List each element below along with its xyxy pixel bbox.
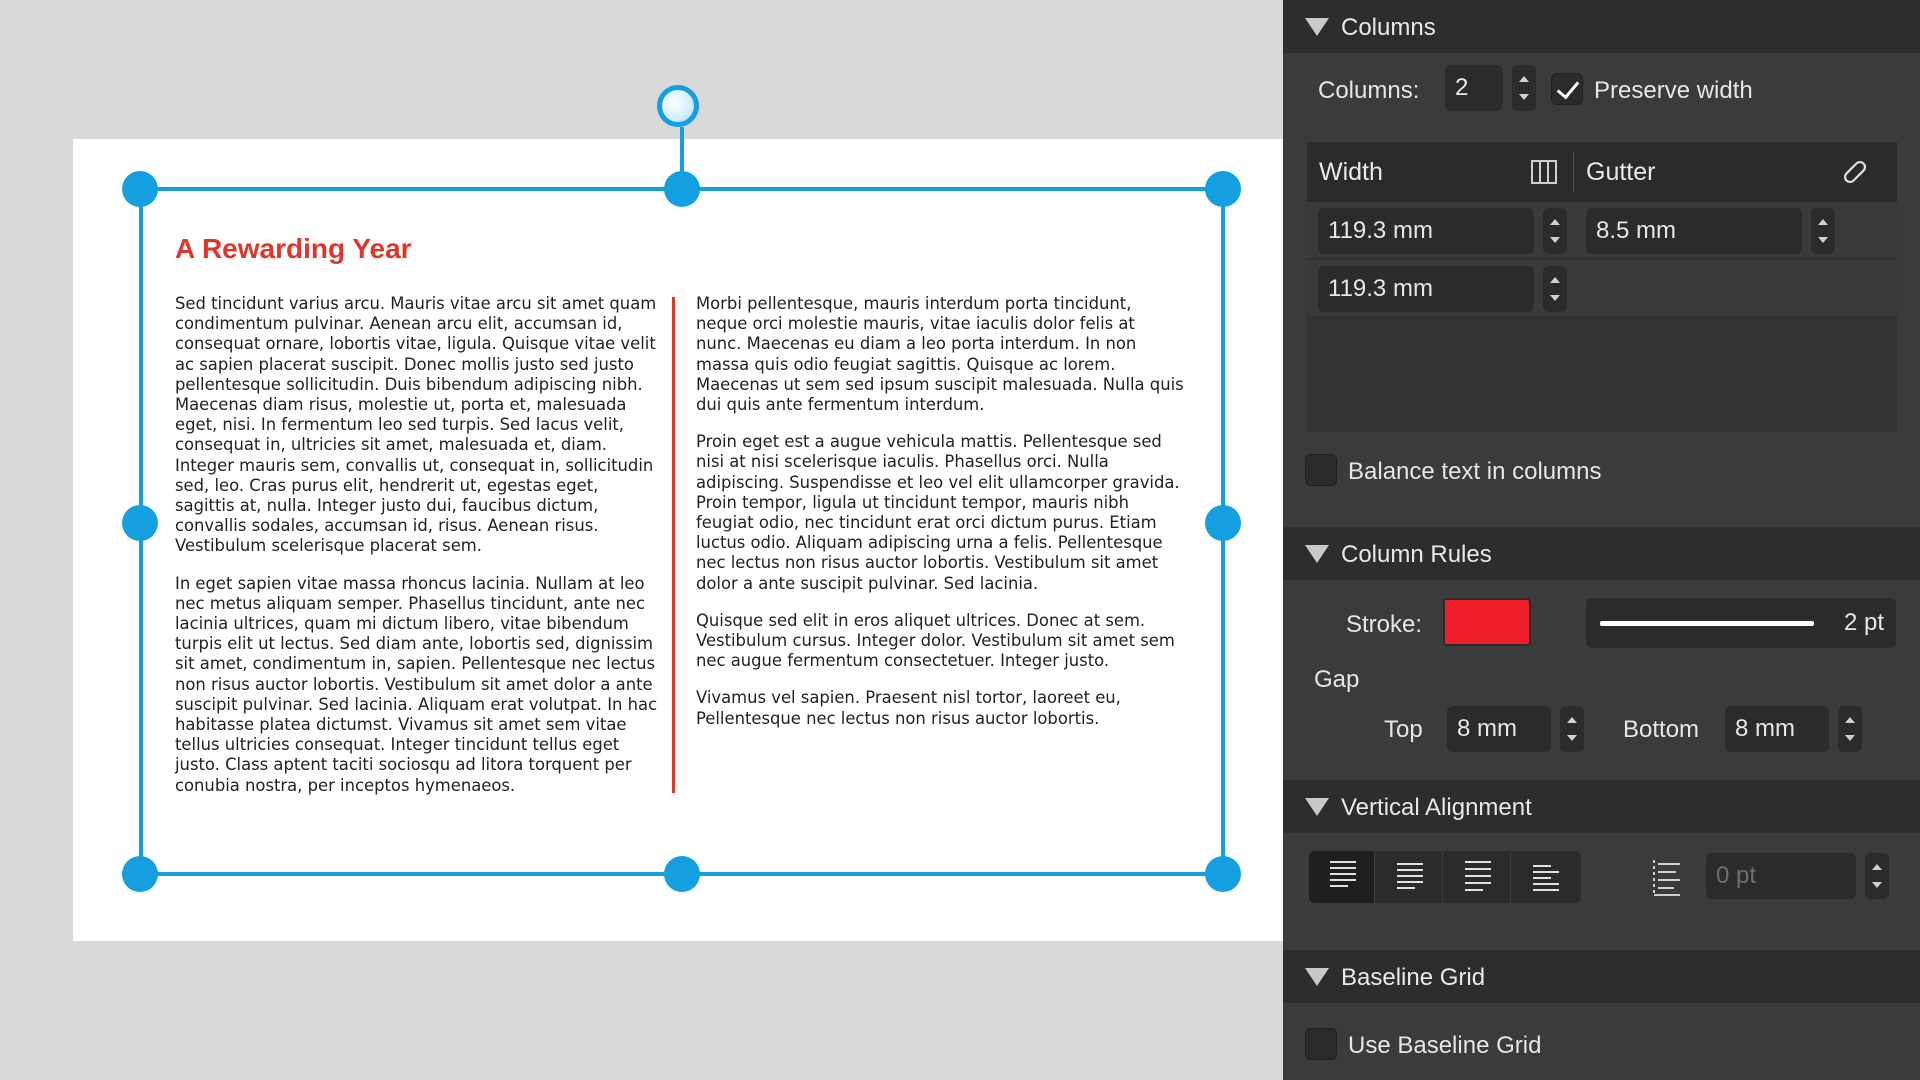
column-2-width-input[interactable]: 119.3 mm bbox=[1318, 266, 1534, 312]
column-1-width-stepper[interactable] bbox=[1543, 208, 1567, 254]
columns-icon[interactable] bbox=[1530, 158, 1558, 186]
columns-count-stepper[interactable] bbox=[1512, 65, 1536, 111]
offset-input[interactable]: 0 pt bbox=[1706, 853, 1856, 899]
resize-handle-top-left[interactable] bbox=[122, 171, 158, 207]
gap-top-input[interactable]: 8 mm bbox=[1447, 706, 1551, 752]
paragraph: Vivamus vel sapien. Praesent nisl tortor, laoreet eu, Pellentesque nec lectus non risus auctor lobortis. bbox=[696, 688, 1121, 728]
column-1-width-input[interactable]: 119.3 mm bbox=[1318, 208, 1534, 254]
disclosure-triangle-icon[interactable] bbox=[1305, 798, 1329, 816]
align-justify-icon[interactable] bbox=[1445, 851, 1511, 903]
paragraph: Morbi pellentesque, mauris interdum porta tincidunt, neque orci molestie mauris, vitae iaculis dolor felis at nunc. Maecenas eu diam a leo porta interdum. In non massa quis odio feugiat sagittis. Quisque ac lorem. Maecenas ut sem sed ipsum suscipit malesuada. Nulla quis dui quis ante fermentum interdum. bbox=[696, 294, 1184, 415]
column-2-width-stepper[interactable] bbox=[1543, 266, 1567, 312]
text-column-2[interactable] bbox=[696, 294, 1184, 746]
paragraph: Quisque sed elit in eros aliquet ultrices. Donec at sem. Vestibulum cursus. Integer dolor. Vestibulum sit amet sem nec augue fermentum consectetuer. Integer justo. bbox=[696, 610, 1175, 671]
text-frame-panel bbox=[1283, 0, 1920, 1080]
columns-label: Columns: bbox=[1318, 77, 1420, 104]
columns-count-input[interactable]: 2 bbox=[1445, 65, 1503, 111]
stroke-width-slider[interactable] bbox=[1586, 598, 1896, 648]
column-1-gutter-input[interactable]: 8.5 mm bbox=[1586, 208, 1802, 254]
story-title[interactable]: A Rewarding Year bbox=[175, 233, 412, 264]
stroke-color-swatch[interactable] bbox=[1443, 598, 1531, 646]
header-divider bbox=[1573, 152, 1574, 192]
preserve-width-label: Preserve width bbox=[1594, 77, 1753, 104]
text-column-1[interactable] bbox=[175, 294, 663, 813]
columns-section-header[interactable] bbox=[1283, 0, 1920, 53]
stroke-width-value: 2 pt bbox=[1843, 609, 1884, 636]
baseline-offset-icon bbox=[1652, 856, 1682, 898]
use-baseline-grid-label: Use Baseline Grid bbox=[1348, 1032, 1542, 1059]
section-title: Baseline Grid bbox=[1341, 964, 1486, 991]
vertical-alignment-buttons bbox=[1309, 851, 1581, 903]
gap-bottom-stepper[interactable] bbox=[1838, 706, 1862, 752]
preserve-width-checkbox[interactable] bbox=[1551, 73, 1583, 105]
balance-text-label: Balance text in columns bbox=[1348, 458, 1602, 485]
section-title: Vertical Alignment bbox=[1341, 794, 1532, 821]
resize-handle-bottom-left[interactable] bbox=[122, 856, 158, 892]
resize-handle-top[interactable] bbox=[664, 171, 700, 207]
section-title: Column Rules bbox=[1341, 541, 1492, 568]
width-column-header: Width bbox=[1319, 158, 1383, 186]
stroke-preview-line bbox=[1600, 621, 1814, 626]
resize-handle-left[interactable] bbox=[122, 505, 158, 541]
column-width-table-header bbox=[1307, 142, 1897, 202]
paragraph: Proin eget est a augue vehicula mattis. Pellentesque sed nisi at nisi scelerisque iaculis. Phasellus orci. Nulla adipiscing. Suspendisse et leo vel elit ullamcorper gravida. Proin tempor, ligula ut tincidunt tempor, mauris nibh feugiat odio, nec tincidunt erat orci dictum purus. Etiam luctus odio. Aliquam adipiscing urna a felis. Pellentesque nec lectus non risus auctor lobortis. Vestibulum sit amet dolor a ante suscipit pulvinar. Sed lacinia. bbox=[696, 432, 1180, 593]
gutter-column-header: Gutter bbox=[1586, 158, 1656, 186]
use-baseline-grid-checkbox[interactable] bbox=[1305, 1028, 1337, 1060]
balance-text-checkbox[interactable] bbox=[1305, 454, 1337, 486]
resize-handle-bottom[interactable] bbox=[664, 856, 700, 892]
stroke-label: Stroke: bbox=[1346, 611, 1423, 638]
gap-top-label: Top bbox=[1384, 716, 1423, 743]
offset-stepper[interactable] bbox=[1865, 853, 1889, 899]
column-rules-section-header[interactable] bbox=[1283, 527, 1920, 580]
align-center-icon[interactable] bbox=[1377, 851, 1443, 903]
align-bottom-icon[interactable] bbox=[1513, 851, 1579, 903]
resize-handle-top-right[interactable] bbox=[1205, 171, 1241, 207]
align-top-icon[interactable] bbox=[1309, 851, 1375, 903]
gap-bottom-input[interactable]: 8 mm bbox=[1725, 706, 1829, 752]
gap-label: Gap bbox=[1314, 666, 1360, 693]
vertical-alignment-section-header[interactable] bbox=[1283, 780, 1920, 833]
paragraph: In eget sapien vitae massa rhoncus lacinia. Nullam at leo nec metus aliquam semper. Phasellus tincidunt, ante nec lacinia ultrices, quam mi dictum libero, vitae bibendum turpis elit ut lectus. Sed diam ante, lobortis sed, dignissim sit amet, condimentum in, sapien. Pellentesque nec lectus non risus auctor lobortis. Vestibulum sit amet dolor a ante suscipit pulvinar. Sed lacinia. Aliquam erat volutpat. In hac habitasse platea dictumst. Vivamus sit amet sem vitae tellus ultricies consequat. Integer tincidunt tellus eget justo. Class aptent taciti sociosqu ad litora torquent per conubia nostra, per inceptos hymenaeos. bbox=[175, 573, 658, 795]
column-1-gutter-stepper[interactable] bbox=[1811, 208, 1835, 254]
checkmark-icon bbox=[1557, 76, 1580, 100]
disclosure-triangle-icon[interactable] bbox=[1305, 545, 1329, 563]
column-rule-line bbox=[672, 297, 675, 793]
disclosure-triangle-icon[interactable] bbox=[1305, 18, 1329, 36]
resize-handle-bottom-right[interactable] bbox=[1205, 856, 1241, 892]
section-title: Columns bbox=[1341, 14, 1436, 41]
disclosure-triangle-icon[interactable] bbox=[1305, 968, 1329, 986]
paragraph: Sed tincidunt varius arcu. Mauris vitae arcu sit amet quam condimentum pulvinar. Aenean arcu elit, accumsan id, consequat ornare, lobortis vitae, ligula. Quisque vitae velit ac sapien placerat suscipit. Donec mollis justo sed justo pellentesque sollicitudin. Duis bibendum adipiscing nibh. Maecenas diam risus, molestie ut, porta et, malesuada eget, nisi. In fermentum leo sed turpis. Sed lacus velit, consequat in, ultricies sit amet, malesuada et, diam. Integer mauris sem, convallis ut, consequat in, sollicitudin sed, leo. Cras purus elit, hendrerit ut, egestas eget, sagittis at, nulla. Integer justo dui, faucibus dictum, convallis sodales, accumsan id, risus. Aenean risus. Vestibulum scelerisque placerat sem. bbox=[175, 294, 657, 556]
link-icon[interactable] bbox=[1839, 156, 1871, 188]
gap-top-stepper[interactable] bbox=[1560, 706, 1584, 752]
resize-handle-right[interactable] bbox=[1205, 505, 1241, 541]
baseline-grid-section-header[interactable] bbox=[1283, 950, 1920, 1003]
gap-bottom-label: Bottom bbox=[1623, 716, 1700, 743]
rotation-handle[interactable] bbox=[657, 85, 699, 127]
